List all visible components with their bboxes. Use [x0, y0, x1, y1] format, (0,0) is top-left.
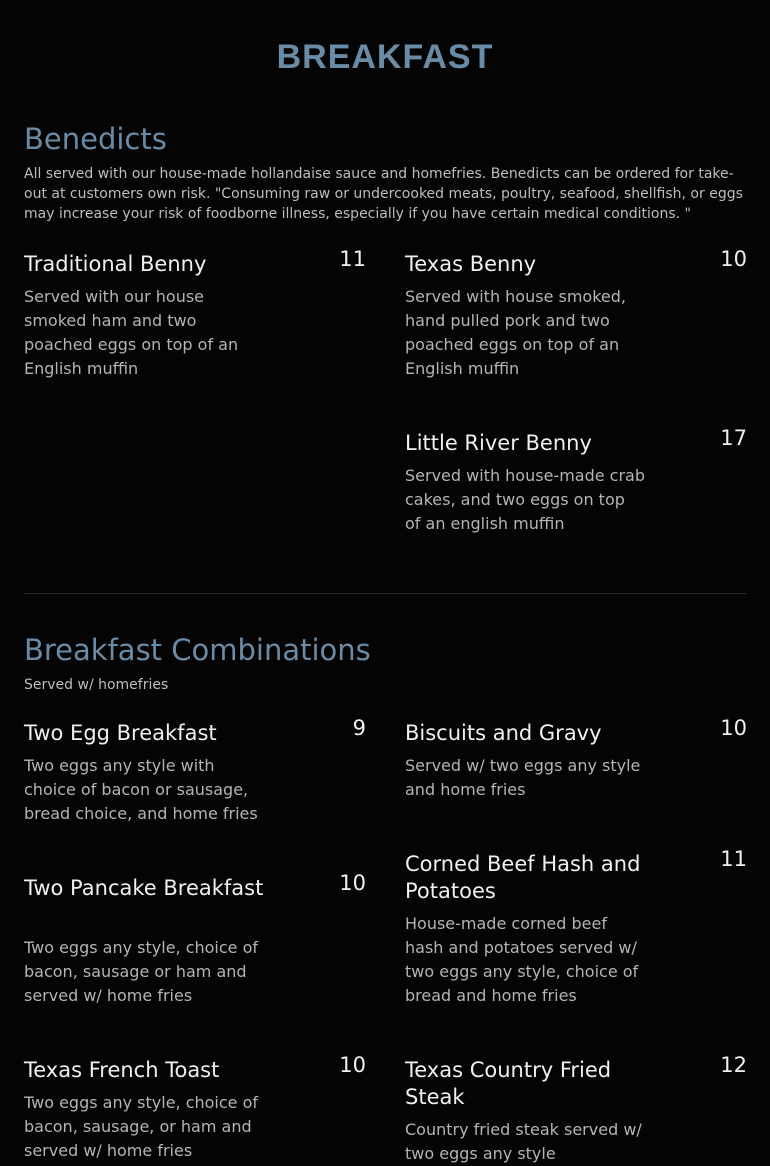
- item-name: Little River Benny: [405, 431, 592, 455]
- page-title: BREAKFAST: [276, 38, 494, 76]
- item-price: 10: [339, 1053, 366, 1077]
- item-price: 10: [720, 247, 747, 271]
- item-name: Texas Benny: [405, 252, 537, 276]
- item-name: Corned Beef Hash and Potatoes: [405, 852, 641, 903]
- section-description-benedicts: All served with our house-made hollandaise sauce and homefries. Benedicts can be ordered for take-out at customers own risk. "Consuming raw or undercooked meats, poultry, seafood, shellfish, or eggs may increase your risk of foodborne illness, especially if you have certain medical conditions. ": [24, 166, 743, 222]
- item-name: Two Pancake Breakfast: [24, 876, 264, 900]
- item-price: 9: [352, 716, 366, 740]
- item-price: 11: [720, 847, 747, 871]
- item-description: Served w/ two eggs any style and home fries: [405, 756, 641, 799]
- item-name: Texas French Toast: [24, 1058, 220, 1082]
- item-description: Served with our house smoked ham and two poached eggs on top of an English muffin: [24, 287, 239, 378]
- section-title-benedicts: Benedicts: [24, 122, 167, 156]
- item-description: Country fried steak served w/ two eggs any style: [405, 1120, 642, 1163]
- item-price: 10: [720, 716, 747, 740]
- section-title-combinations: Breakfast Combinations: [24, 633, 371, 667]
- item-price: 10: [339, 871, 366, 895]
- section-description-combinations: Served w/ homefries: [24, 677, 169, 693]
- item-description: Two eggs any style, choice of bacon, sausage or ham and served w/ home fries: [24, 938, 259, 1005]
- item-description: Served with house-made crab cakes, and two eggs on top of an english muffin: [405, 466, 645, 533]
- item-price: 12: [720, 1053, 747, 1077]
- item-price: 17: [720, 426, 747, 450]
- item-name: Two Egg Breakfast: [24, 721, 217, 745]
- item-description: Two eggs any style with choice of bacon or sausage, bread choice, and home fries: [24, 756, 258, 823]
- item-name: Texas Country Fried Steak: [405, 1058, 612, 1109]
- item-price: 11: [339, 247, 366, 271]
- item-description: House-made corned beef hash and potatoes served w/ two eggs any style, choice of bread and home fries: [405, 914, 639, 1005]
- item-description: Two eggs any style, choice of bacon, sausage, or ham and served w/ home fries: [24, 1093, 259, 1160]
- item-name: Traditional Benny: [24, 252, 207, 276]
- item-description: Served with house smoked, hand pulled pork and two poached eggs on top of an English muffin: [405, 287, 626, 378]
- item-name: Biscuits and Gravy: [405, 721, 602, 745]
- section-divider: [24, 593, 746, 594]
